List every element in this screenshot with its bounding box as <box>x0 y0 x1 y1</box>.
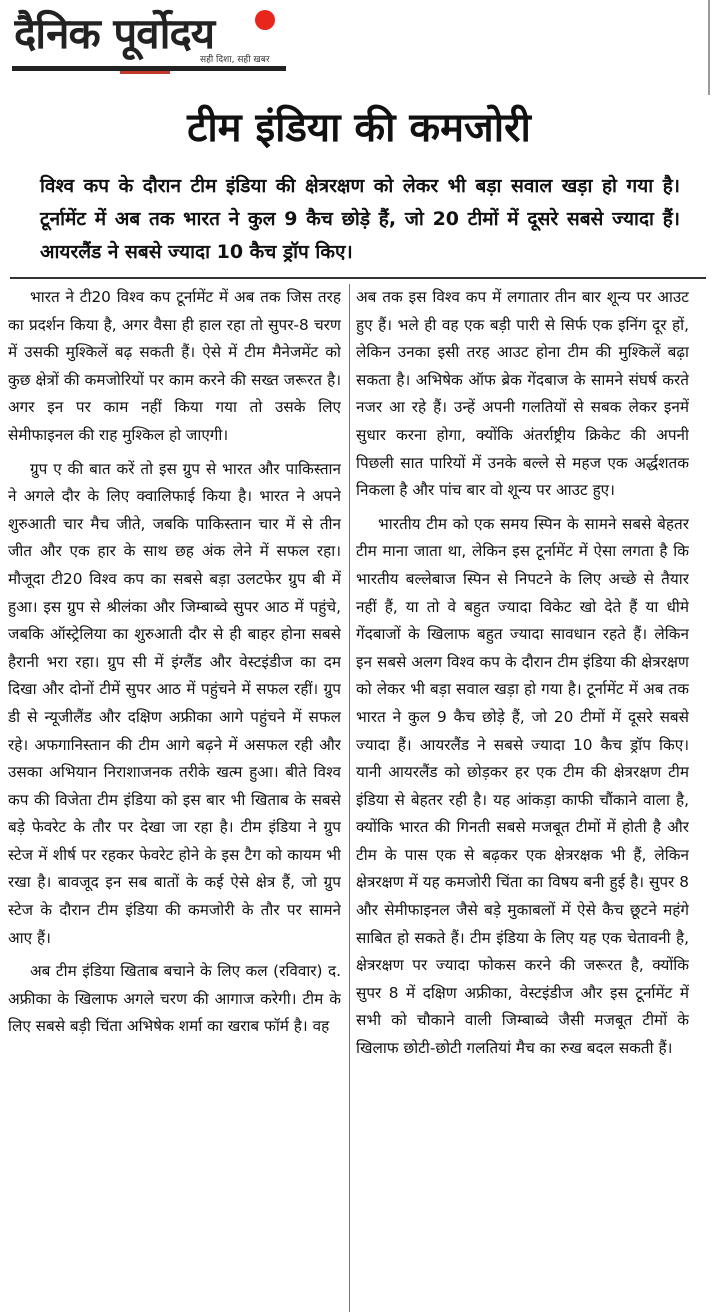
paragraph: भारत ने टी20 विश्व कप टूर्नामेंट में अब तक जिस तरह का प्रदर्शन किया है, अगर वैसा ही हाल रहा तो सुपर-8 चरण में उसकी मुश्किलें बढ़ सकती हैं। ऐसे में टीम मैनेजमेंट को कुछ क्षेत्रों की कमजोरियों पर काम करने की सख्त जरूरत है। अगर इन पर काम नहीं किया गया तो उसके लिए सेमीफाइनल की राह मुश्किल हो जाएगी। <box>8 288 341 444</box>
lead-divider <box>10 277 706 279</box>
article-column-right <box>356 284 689 1312</box>
paragraph: अब टीम इंडिया खिताब बचाने के लिए कल (रविवार) द. अफ्रीका के खिलाफ अगले चरण की आगाज करेगी। टीम के लिए सबसे बड़ी चिंता अभिषेक शर्मा का खराब फॉर्म है। वह <box>8 962 341 1036</box>
paragraph: ग्रुप ए की बात करें तो इस ग्रुप से भारत और पाकिस्तान ने अगले दौर के लिए क्वालिफाई किया है। भारत ने अपने शुरुआती चार मैच जीते, जबकि पाकिस्तान चार में से तीन जीत और एक हार के साथ छह अंक लेने में सफल रहा। मौजूदा टी20 विश्व कप का सबसे बड़ा उलटफेर ग्रुप बी में हुआ। इस ग्रुप से श्रीलंका और जिम्बाब्वे सुपर आठ में पहुंचे, जबकि ऑस्ट्रेलिया का शुरुआती दौर से ही बाहर होना सबसे हैरानी भरा रहा। ग्रुप सी में इंग्लैंड और वेस्टइंडीज का दम दिखा और दोनों टीमें सुपर आठ में पहुंचने में सफल रहीं। ग्रुप डी से न्यूजीलैंड और दक्षिण अफ्रीका आगे पहुंचने में सफल रहे। अफगानिस्तान की टीम आगे बढ़ने में असफल रही और उसका अभियान निराशाजनक तरीके खत्म हुआ। बीते विश्व कप की विजेता टीम इंडिया को इस बार भी खिताब के सबसे बड़े फेवरेट के तौर पर देखा जा रहा है। टीम इंडिया ने ग्रुप स्टेज में शीर्ष पर रहकर फेवरेट होने के इस टैग को कायम भी रखा है। बावजूद इन सब बातों के कई ऐसे क्षेत्र हैं, जो ग्रुप स्टेज के दौरान टीम इंडिया की कमजोरी के तौर पर सामने आए हैं। <box>8 459 341 947</box>
article-headline: टीम इंडिया की कमजोरी <box>187 105 531 151</box>
masthead <box>0 0 718 82</box>
article-column-left <box>8 284 341 1312</box>
masthead-accent-strip <box>120 71 170 74</box>
sun-logo-icon <box>255 10 275 30</box>
newspaper-tagline: सही दिशा, सही खबर <box>200 55 270 65</box>
newspaper-title: दैनिक पूर्वोदय <box>14 9 215 58</box>
column-separator <box>349 284 350 1312</box>
article-lead: विश्व कप के दौरान टीम इंडिया की क्षेत्ररक्षण को लेकर भी बड़ा सवाल खड़ा हो गया है। टूर्नामेंट में अब तक भारत ने कुल 9 कैच छोड़े हैं, जो 20 टीमों में दूसरे सबसे ज्यादा हैं। आयरलैंड ने सबसे ज्यादा 10 कैच ड्रॉप किए। <box>40 175 680 263</box>
page-edge-line <box>708 0 710 95</box>
paragraph: भारतीय टीम को एक समय स्पिन के सामने सबसे बेहतर टीम माना जाता था, लेकिन इस टूर्नामेंट में ऐसा लगता है कि भारतीय बल्लेबाज स्पिन से निपटने के लिए अच्छे से तैयार नहीं हैं, या तो वे बहुत ज्यादा विकेट खो देते हैं या धीमे गेंदबाजों के खिलाफ बहुत ज्यादा सावधान रहते हैं। लेकिन इन सबसे अलग विश्व कप के दौरान टीम इंडिया की क्षेत्ररक्षण को लेकर भी बड़ा सवाल खड़ा हो गया है। टूर्नामेंट में अब तक भारत ने कुल 9 कैच छोड़े हैं, जो 20 टीमों में दूसरे सबसे ज्यादा हैं। आयरलैंड ने सबसे ज्यादा 10 कैच ड्रॉप किए। यानी आयरलैंड को छोड़कर हर एक टीम की क्षेत्ररक्षण टीम इंडिया से बेहतर रही है। यह आंकड़ा काफी चौंकाने वाला है, क्योंकि भारत की गिनती सबसे मजबूत टीमों में होती है और टीम के पास एक से बढ़कर एक क्षेत्ररक्षक भी हैं, लेकिन क्षेत्ररक्षण में यह कमजोरी चिंता का विषय बनी हुई है। सुपर 8 और सेमीफाइनल जैसे बड़े मुकाबलों में ऐसे कैच छूटने महंगे साबित हो सकते हैं। टीम इंडिया के लिए यह एक चेतावनी है, क्षेत्ररक्षण पर ज्यादा फोकस करने की जरूरत है, क्योंकि सुपर 8 में दक्षिण अफ्रीका, वेस्टइंडीज और इस टूर्नामेंट में सभी को चौकाने वाली जिम्बाब्वे जैसी मजबूत टीमों के खिलाफ छोटी-छोटी गलतियां मैच का रुख बदल सकती हैं। <box>356 514 689 1058</box>
paragraph: अब तक इस विश्व कप में लगातार तीन बार शून्य पर आउट हुए हैं। भले ही वह एक बड़ी पारी से सिर्फ एक इनिंग दूर हों, लेकिन उनका इसी तरह आउट होना टीम की मुश्किलें बढ़ा सकता है। अभिषेक ऑफ ब्रेक गेंदबाज के सामने संघर्ष करते नजर आ रहे हैं। उन्हें अपनी गलतियों से सबक लेकर इनमें सुधार करना होगा, क्योंकि अंतर्राष्ट्रीय क्रिकेट की अपनी पिछली सात पारियों में उनके बल्ले से महज एक अर्द्धशतक निकला है और पांच बार वो शून्य पर आउट हुए। <box>356 288 689 500</box>
